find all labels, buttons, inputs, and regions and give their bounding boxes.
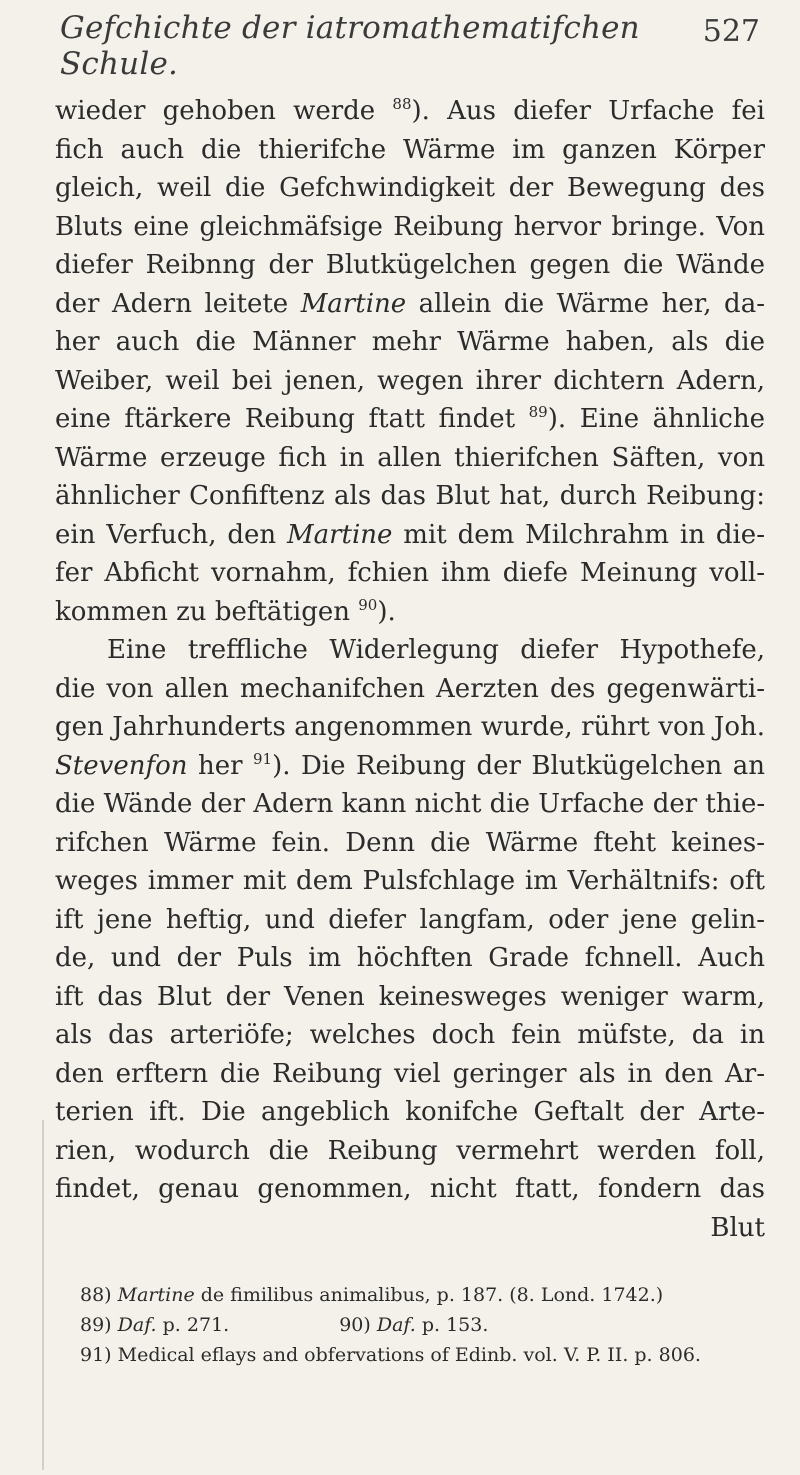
text-run: rifchen Wärme fein. Denn die Wärme fteht keines- (55, 827, 765, 858)
text-run: de fimilibus animalibus, p. 187. (8. Lond. 1742.) (194, 1284, 664, 1306)
text-line (55, 92, 765, 131)
text-run: 91) Medical eflays and obfervations of Edinb. vol. V. P. II. p. 806. (80, 1344, 701, 1366)
footnote (80, 1310, 760, 1340)
text-line (55, 1209, 765, 1248)
text-line (55, 593, 765, 632)
text-run: ). (377, 596, 396, 627)
text-run: Blut (710, 1212, 765, 1243)
text-line (55, 1132, 765, 1171)
text-run: Wärme erzeuge fich in allen thierifchen Säften, von (55, 442, 765, 473)
text-run: diefer Reibnng der Blutkügelchen gegen die Wände (55, 250, 765, 280)
text-run: de, und der Puls im höchften Grade fchnell. Auch (55, 943, 765, 973)
text-run: ). Aus diefer Urfache fei (411, 96, 765, 126)
footnote-marker: 91 (252, 749, 273, 768)
italic-name: Martine (300, 288, 407, 319)
text-run: ). Die Reibung der Blutkügelchen an (272, 750, 765, 781)
text-run: gen Jahrhunderts angenommen wurde, rührt von Joh. (55, 712, 765, 742)
text-run: die Wände der Adern kann nicht die Urfache der thie- (55, 789, 765, 819)
running-title: Gefchichte der iatromathematifchen Schule. (60, 10, 640, 82)
text-run: der Adern leitete (55, 288, 301, 319)
text-run: rien, wodurch die Reibung vermehrt werden foll, (55, 1135, 765, 1166)
text-run: weges immer mit dem Pulsfchlage im Verhältnifs: oft (55, 866, 765, 896)
text-line (55, 285, 765, 324)
text-run: allein die Wärme her, da- (406, 288, 765, 319)
text-line (55, 1170, 765, 1209)
italic-name: Martine (286, 519, 393, 550)
text-line (55, 631, 765, 670)
text-run: ähnlicher Confiftenz als das Blut hat, durch Reibung: (55, 481, 765, 511)
text-run: her (187, 750, 253, 781)
text-line (55, 670, 765, 709)
text-line (55, 978, 765, 1017)
margin-shadow (42, 1120, 44, 1470)
footnote-marker: 89 (528, 403, 548, 421)
text-run: fer Abficht vornahm, fchien ihm diefe Meinung voll- (55, 558, 765, 588)
text-line (55, 323, 765, 362)
text-run: mit dem Milchrahm in die- (392, 519, 765, 550)
text-run: kommen zu beftätigen (55, 596, 359, 627)
text-run: gleich, weil die Gefchwindigkeit der Bewegung des (55, 173, 765, 203)
text-run: den erftern die Reibung viel geringer als in den Ar- (55, 1058, 765, 1089)
text-line (55, 208, 765, 247)
footnote (80, 1280, 760, 1310)
text-run: 89) (80, 1314, 118, 1336)
text-run: Eine treffliche Widerlegung diefer Hypothefe, (107, 635, 765, 665)
text-run: p. 153. (415, 1314, 489, 1336)
text-run: die von allen mechanifchen Aerzten des gegenwärti- (55, 673, 765, 704)
text-line (55, 708, 765, 747)
text-line (55, 939, 765, 978)
text-run: ift das Blut der Venen keinesweges weniger warm, (55, 981, 765, 1012)
text-run: wieder gehoben werde (55, 96, 393, 126)
text-run: ift jene heftig, und diefer langfam, oder jene gelin- (55, 904, 765, 935)
footnote-marker: 90 (358, 595, 378, 614)
text-line (55, 554, 765, 593)
text-line (55, 901, 765, 940)
text-line (55, 439, 765, 478)
text-line (55, 400, 765, 439)
text-run: ). Eine ähnliche (547, 404, 765, 434)
text-run: Weiber, weil bei jenen, wegen ihrer dichtern Adern, (55, 365, 765, 396)
page-number: 527 (702, 14, 760, 49)
text-line (55, 747, 765, 786)
text-line (55, 362, 765, 401)
text-line (55, 131, 765, 170)
text-run: eine ftärkere Reibung ftatt findet (55, 404, 529, 434)
text-line (55, 169, 765, 208)
italic-name: Stevenfon (55, 750, 188, 781)
text-run: p. 271. (156, 1314, 230, 1336)
italic-name: Daf. (117, 1314, 157, 1336)
text-line (55, 477, 765, 516)
text-run: 88) (80, 1284, 118, 1306)
text-line (55, 1016, 765, 1055)
footnote-marker: 88 (392, 95, 412, 113)
text-line (55, 516, 765, 555)
text-run: ein Verfuch, den (55, 519, 287, 550)
text-run: 90) (339, 1314, 377, 1336)
italic-name: Daf. (376, 1314, 416, 1336)
text-run: als das arteriöfe; welches doch fein müfste, da in (55, 1020, 765, 1050)
text-line (55, 824, 765, 863)
body-text (55, 92, 765, 1247)
footnotes (80, 1280, 760, 1370)
text-run: Bluts eine gleichmäfsige Reibung hervor bringe. Von (55, 211, 765, 242)
text-line (55, 1093, 765, 1132)
text-line (55, 862, 765, 901)
text-run: her auch die Männer mehr Wärme haben, als die (55, 327, 765, 357)
text-run: findet, genau genommen, nicht ftatt, fondern das (55, 1174, 765, 1204)
text-line (55, 1055, 765, 1094)
italic-name: Martine (117, 1284, 195, 1306)
text-line (55, 785, 765, 824)
page-header (60, 10, 760, 82)
text-run: fich auch die thierifche Wärme im ganzen Körper (55, 134, 765, 165)
text-run: terien ift. Die angeblich konifche Geftalt der Arte- (55, 1097, 765, 1127)
text-line (55, 246, 765, 285)
footnote (80, 1340, 760, 1370)
